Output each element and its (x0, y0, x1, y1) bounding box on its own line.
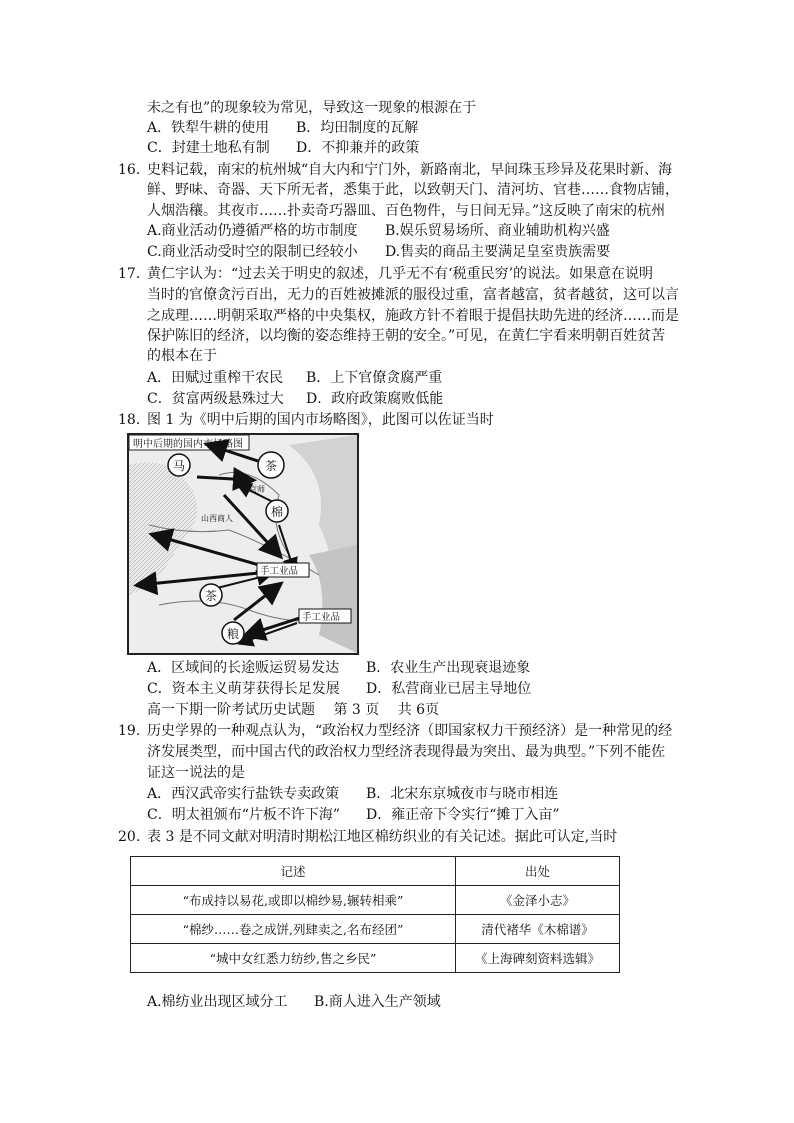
market-map (127, 433, 359, 655)
q19-stem-line3: 证这一说法的是 (147, 765, 245, 781)
map-label-shanxi-merchants: 山西商人 (201, 514, 233, 523)
table-row (131, 944, 620, 973)
page-footer: 高一下期一阶考试历史试题 第 3 页 共 6页 (147, 702, 440, 718)
map-label-handicrafts-2: 手工业品 (302, 612, 341, 623)
market-map-graphic (129, 435, 357, 653)
q16-option-a[interactable]: A.商业活动仍遵循严格的坊市制度 (147, 223, 358, 239)
map-label-handicrafts-1: 手工业品 (260, 566, 299, 577)
table-cell-record: “布成持以易花,或即以棉纱易,辗转相乘” (131, 886, 456, 915)
map-label-horse: 马 (173, 459, 186, 473)
q17-stem-line4: 保护陈旧的经济，以均衡的姿态维持王朝的安全。”可见，在黄仁宇看来明朝百姓贫苦 (147, 328, 666, 344)
q16-option-c[interactable]: C.商业活动受时空的限制已经较小 (147, 244, 358, 260)
q15-option-d[interactable]: D．不抑兼并的政策 (296, 140, 420, 156)
q19-stem-line2: 济发展类型，而中国古代的政治权力型经济表现得最为突出、最为典型。”下列不能佐 (147, 744, 666, 760)
q15-option-c[interactable]: C．封建土地私有制 (147, 140, 270, 156)
q16-stem-line1: 史料记载，南宋的杭州城“自大内和宁门外，新路南北，早间珠玉珍异及花果时新、海 (147, 162, 673, 178)
q18-number: 18. (118, 412, 141, 428)
table-header-source: 出处 (456, 857, 620, 886)
table-cell-source: 清代褚华《木棉谱》 (456, 915, 620, 944)
q19-option-d[interactable]: D．雍正帝下令实行“摊丁入亩” (366, 807, 560, 823)
map-label-grain: 粮 (227, 627, 240, 641)
map-label-tea-south: 茶 (205, 589, 218, 603)
table-header-row (131, 857, 620, 886)
table-row (131, 886, 620, 915)
table-cell-source: 《金泽小志》 (456, 886, 620, 915)
table-cell-record: “棉纱……卷之成饼,列肆卖之,名布经团” (131, 915, 456, 944)
q15-stem-end: 未之有也”的现象较为常见，导致这一现象的根源在于 (147, 100, 477, 116)
q20-option-a[interactable]: A.棉纺业出现区域分工 (147, 994, 288, 1010)
q17-option-d[interactable]: D．政府政策腐败低能 (306, 391, 444, 407)
q17-number: 17. (118, 266, 141, 282)
q18-stem: 图 1 为《明中后期的国内市场略图》，此图可以佐证当时 (147, 412, 494, 428)
table-cell-source: 《上海碑刻资料选辑》 (456, 944, 620, 973)
q17-option-c[interactable]: C．贫富两级悬殊过大 (147, 391, 284, 407)
q18-option-a[interactable]: A．区域间的长途贩运贸易发达 (147, 660, 340, 676)
q17-option-b[interactable]: B．上下官僚贪腐严重 (306, 370, 443, 386)
q17-stem-line1: 黄仁宇认为：“过去关于明史的叙述，几乎无不有‘税重民穷’的说法。如果意在说明 (147, 266, 654, 282)
q17-option-a[interactable]: A．田赋过重榨干农民 (147, 370, 284, 386)
q15-option-b[interactable]: B．均田制度的瓦解 (296, 120, 419, 136)
table-row (131, 915, 620, 944)
q20-stem: 表 3 是不同文献对明清时期松江地区棉纺织业的有关记述。据此可认定,当时 (147, 829, 618, 845)
q19-option-b[interactable]: B．北宋东京城夜市与晓市相连 (366, 786, 559, 802)
q15-option-a[interactable]: A．铁犁牛耕的使用 (147, 120, 270, 136)
map-label-tea-north: 茶 (265, 459, 278, 473)
table-header-record: 记述 (131, 857, 456, 886)
q19-number: 19. (118, 723, 141, 739)
q18-option-b[interactable]: B．农业生产出现衰退迹象 (366, 660, 531, 676)
q20-number: 20. (118, 829, 141, 845)
q16-stem-line3: 人烟浩穰。其夜市……扑卖奇巧器皿、百色物件，与日间无异。”这反映了南宋的杭州 (147, 203, 666, 219)
q16-number: 16. (118, 162, 141, 178)
map-label-capital: 京师 (249, 485, 265, 494)
q16-option-d[interactable]: D.售卖的商品主要满足皇室贵族需要 (385, 244, 611, 260)
q17-stem-line2: 当时的官僚贪污百出，无力的百姓被摊派的服役过重，富者越富，贫者越贫，这可以言 (147, 287, 679, 303)
q16-option-b[interactable]: B.娱乐贸易场所、商业辅助机构兴盛 (385, 223, 610, 239)
q19-stem-line1: 历史学界的一种观点认为，“政治权力型经济（即国家权力干预经济）是一种常见的经 (147, 723, 673, 739)
map-title: 明中后期的国内市场略图 (133, 439, 243, 450)
q18-option-d[interactable]: D．私营商业已居主导地位 (366, 681, 532, 697)
q18-option-c[interactable]: C．资本主义萌芽获得长足发展 (147, 681, 340, 697)
q19-option-a[interactable]: A．西汉武帝实行盐铁专卖政策 (147, 786, 340, 802)
table-cell-record: “城中女红悉力纺纱,售之乡民” (131, 944, 456, 973)
q17-stem-line5: 的根本在于 (147, 348, 217, 364)
q17-stem-line3: 之成理……明朝采取严格的中央集权，施政方针不着眼于提倡扶助先进的经济……而是 (147, 308, 679, 324)
q20-option-b[interactable]: B.商人进入生产领域 (314, 994, 441, 1010)
source-table (130, 856, 620, 973)
q16-stem-line2: 鲜、野味、奇器、天下所无者，悉集于此，以致朝天门、清河坊、官巷……食物店铺， (147, 182, 679, 198)
q19-option-c[interactable]: C．明太祖颁布“片板不许下海” (147, 807, 341, 823)
map-label-cotton: 棉 (271, 505, 284, 519)
